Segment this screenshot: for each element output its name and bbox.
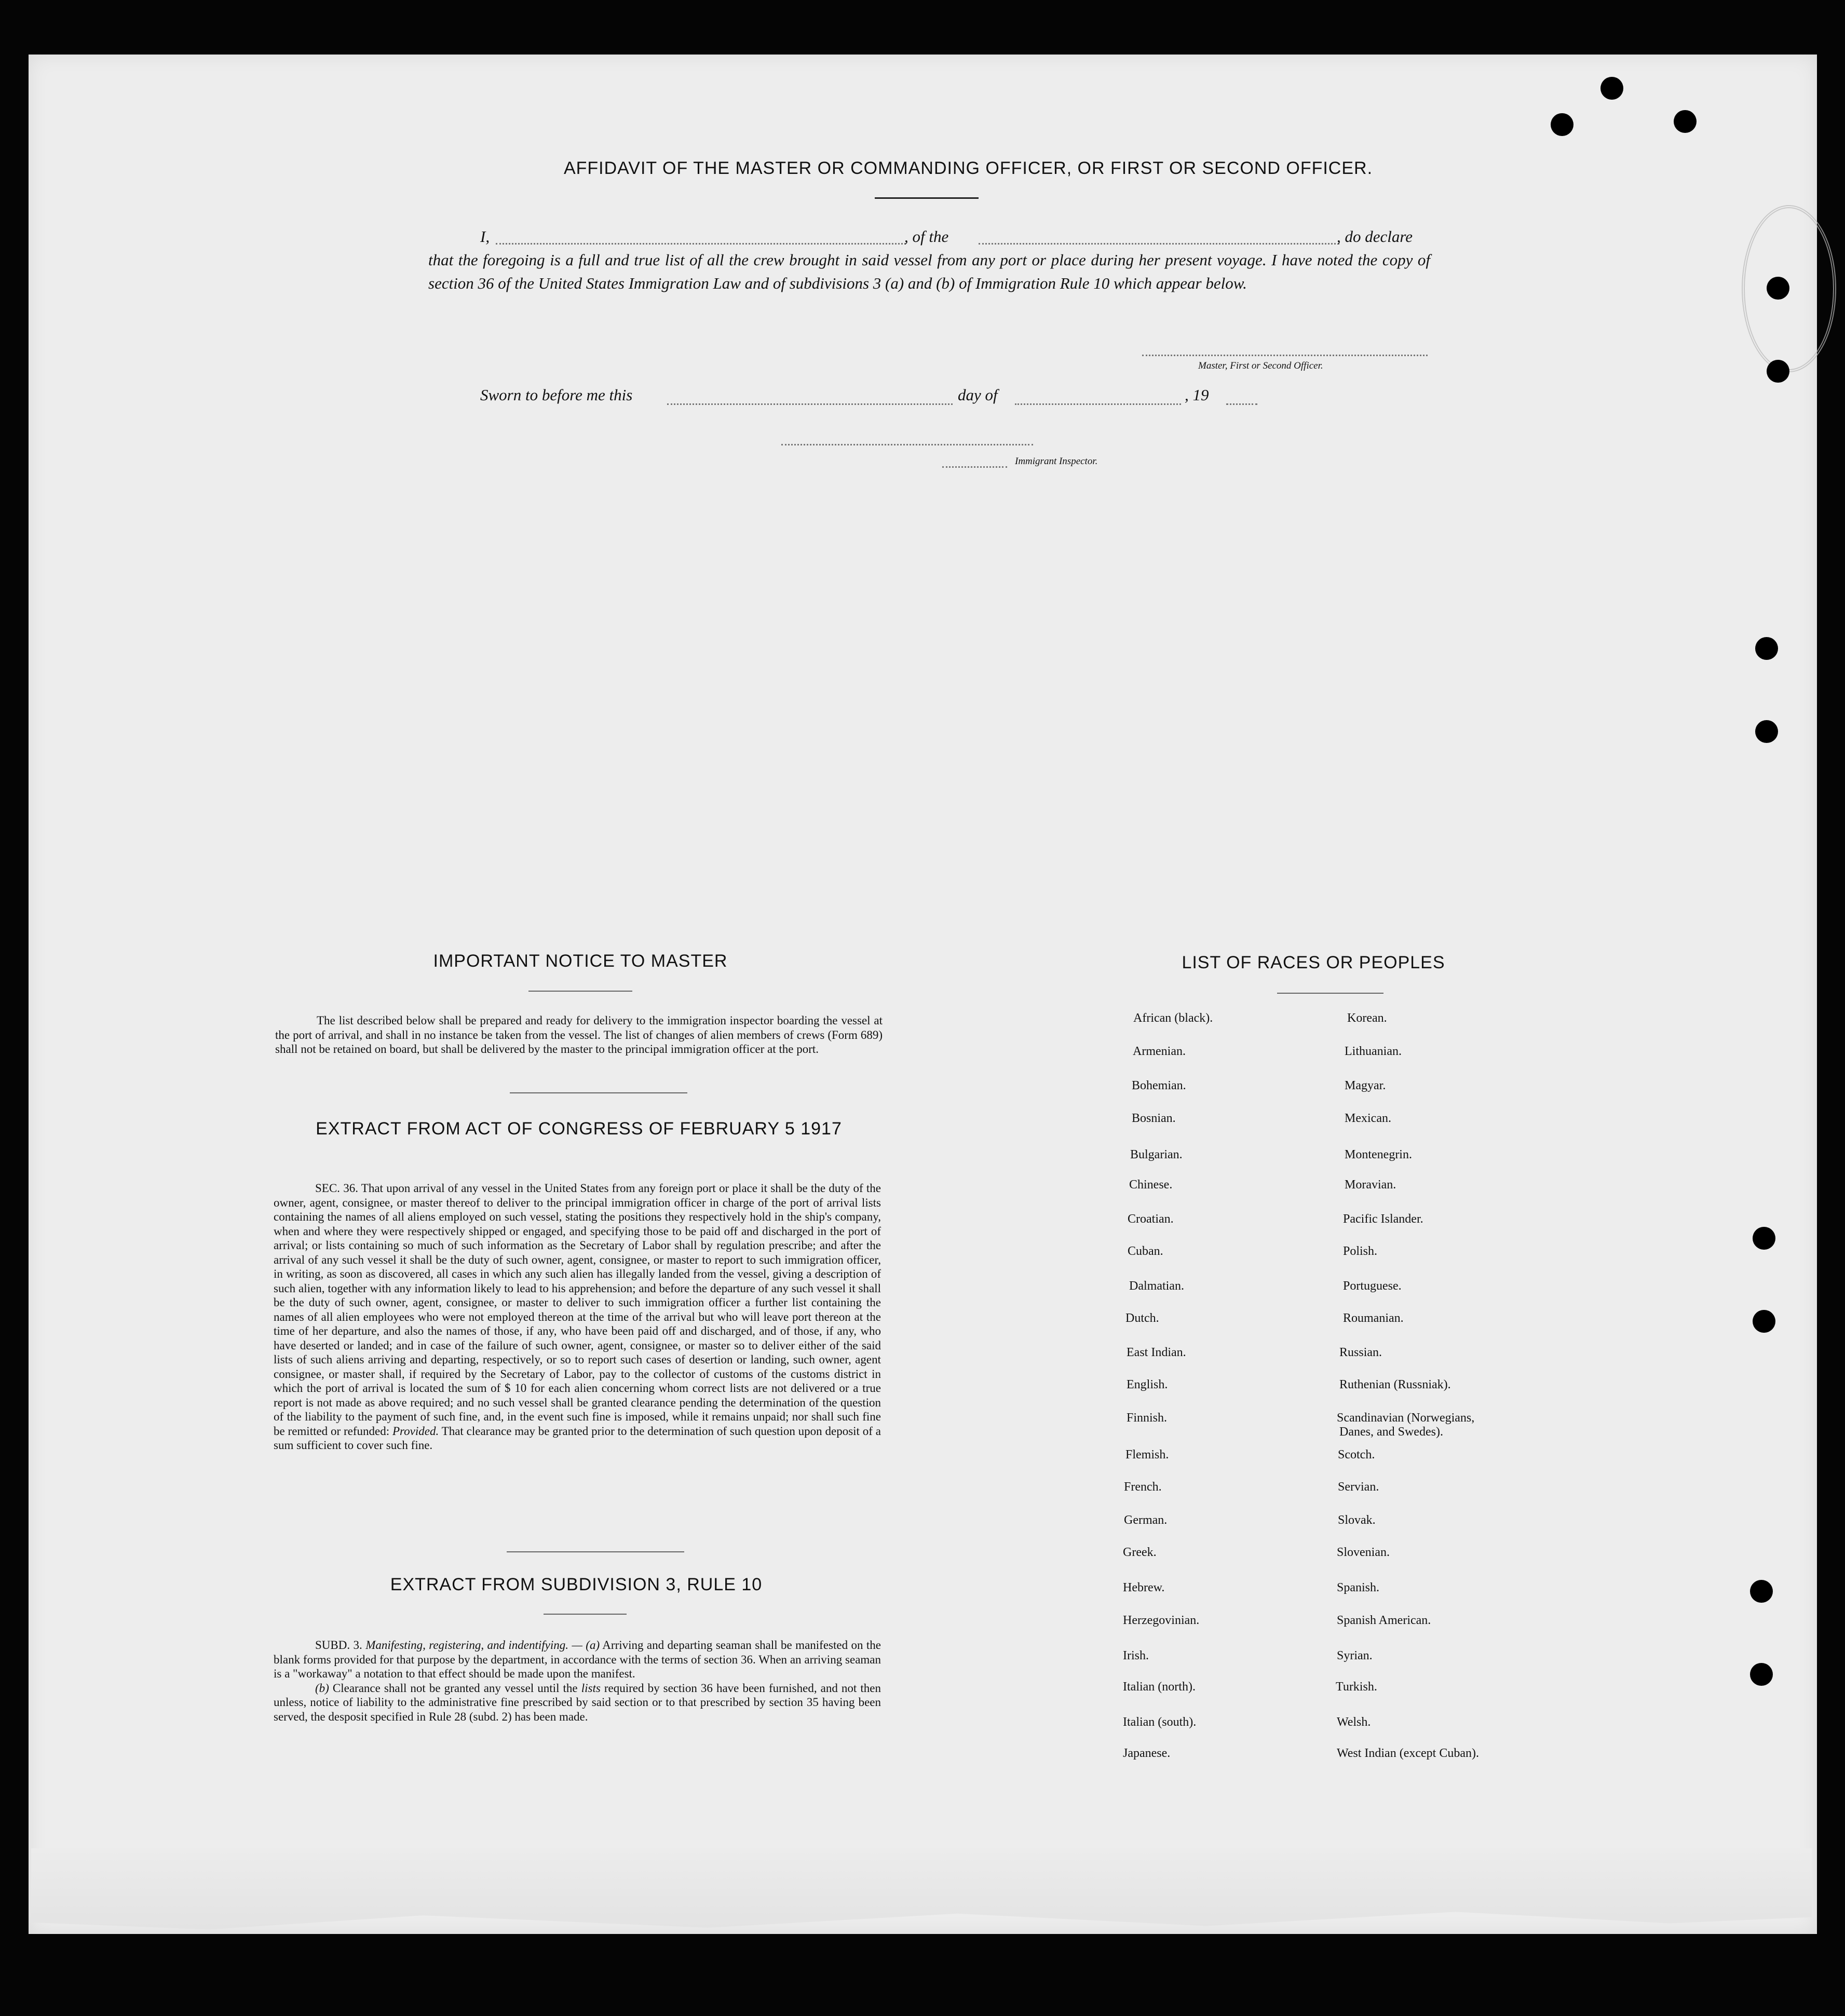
race-item-left-3: Bosnian. <box>1132 1111 1176 1125</box>
race-item-left-6: Croatian. <box>1128 1212 1174 1226</box>
inspector-signature-line[interactable] <box>781 444 1033 445</box>
race-item-right-20: Turkish. <box>1336 1680 1377 1694</box>
notice-text: The list described below shall be prepared and ready for delivery to the immigration inspector boarding the vessel at the port of arrival, and shall in no instance be taken from the vessel. The list of changes of alien members of crews (Form 689) shall not be retained on board, but shall be delivered by the master to the principal immigration officer at the port. <box>275 1014 883 1056</box>
binder-hole <box>1551 113 1573 136</box>
races-title: LIST OF RACES OR PEOPLES <box>1182 953 1445 972</box>
affidavit-do-declare-label: , do declare <box>1337 227 1413 246</box>
race-item-right-4: Montenegrin. <box>1345 1147 1412 1161</box>
sworn-day-blank[interactable] <box>667 403 953 405</box>
inspector-signature-dots <box>942 466 1007 468</box>
rule-extract-title: EXTRACT FROM SUBDIVISION 3, RULE 10 <box>390 1575 763 1594</box>
race-item-right-1: Lithuanian. <box>1345 1045 1402 1059</box>
affidavit-of-the-label: , of the <box>904 227 949 246</box>
race-item-left-4: Bulgarian. <box>1130 1147 1183 1161</box>
sworn-year-label: , 19 <box>1185 386 1209 404</box>
race-item-left-7: Cuban. <box>1128 1244 1163 1259</box>
race-item-left-16: Greek. <box>1123 1546 1157 1560</box>
vessel-blank[interactable] <box>979 243 1339 245</box>
binder-hole <box>1755 637 1778 660</box>
race-item-left-21: Italian (south). <box>1123 1715 1197 1729</box>
race-item-left-17: Hebrew. <box>1123 1581 1165 1595</box>
race-item-right-10: Russian. <box>1339 1346 1382 1359</box>
sworn-label: Sworn to before me this <box>480 386 633 404</box>
race-item-left-19: Irish. <box>1123 1648 1149 1662</box>
binder-hole <box>1755 720 1778 743</box>
race-item-left-8: Dalmatian. <box>1129 1279 1184 1293</box>
race-item-left-5: Chinese. <box>1129 1178 1173 1192</box>
binder-hole <box>1753 1310 1775 1333</box>
binder-hole <box>1600 77 1623 100</box>
rule-title-underline <box>544 1614 627 1615</box>
race-item-left-20: Italian (north). <box>1123 1680 1196 1694</box>
race-item-left-14: French. <box>1124 1480 1162 1494</box>
race-item-right-7: Polish. <box>1343 1244 1378 1259</box>
race-item-right-14: Servian. <box>1338 1480 1379 1494</box>
sworn-year-blank[interactable] <box>1226 403 1257 405</box>
race-item-left-9: Dutch. <box>1125 1311 1159 1325</box>
race-item-left-0: African (black). <box>1133 1011 1213 1025</box>
sworn-day-of-label: day of <box>958 386 998 404</box>
race-item-right-22: West Indian (except Cuban). <box>1337 1747 1479 1761</box>
race-item-left-2: Bohemian. <box>1132 1079 1186 1093</box>
binder-hole <box>1750 1580 1773 1603</box>
inspector-caption: Immigrant Inspector. <box>1015 456 1098 467</box>
notice-title: IMPORTANT NOTICE TO MASTER <box>433 951 728 971</box>
section-divider <box>507 1551 684 1552</box>
race-item-right-11: Ruthenian (Russniak). <box>1339 1378 1451 1392</box>
races-underline <box>1277 993 1383 994</box>
binder-hole <box>1750 1663 1773 1686</box>
race-item-right-6: Pacific Islander. <box>1343 1212 1423 1226</box>
race-item-left-22: Japanese. <box>1123 1747 1171 1761</box>
act-extract-text: SEC. 36. That upon arrival of any vessel in the United States from any foreign port or place it shall be the duty of the owner, agent, consignee, or master thereof to deliver to the principal immigration officer in charge of the port of arrival lists containing the names of all aliens employed on such vessel, stating the positions they respectively hold in the ship's company, when and where they were respectively shipped or engaged, and specifying those to be paid off and discharged in the port of arrival; or lists containing so much of such information as the Secretary of Labor shall by regulation prescribe; and after the arrival of any such vessel it shall be the duty of such owner, agent, consignee, or master to report to such immigration officer, in writing, as soon as discovered, all cases in which any such alien has illegally landed from the vessel, giving a description of such alien, together with any information likely to lead to his apprehension; and before the departure of any such vessel it shall be the duty of such owner, agent, consignee, or master to deliver to such immigration officer a further list containing the names of all alien employees who were not employed thereon at the time of the arrival but who will leave port thereon at the time of her departure, and also the names of those, if any, who have been paid off and discharged, and of those, if any, who have deserted or landed; and in case of the failure of such owner, agent, consignee, or master so to deliver either of the said lists of such aliens arriving and departing, respectively, or so to report such cases of desertion or landing, such owner, agent consignee, or master shall, if required by the Secretary of Labor, pay to the collector of customs of the customs district in which the port of arrival is located the sum of $ 10 for each alien concerning whom correct lists are not delivered or a true report is not made as above required; and no such vessel shall be granted clearance pending the determination of the question of the liability to the payment of such fine, and, in the event such fine is imposed, while it remains unpaid; nor shall such fine be remitted or refunded: Provided. That clearance may be granted prior to the determination of such question upon deposit of a sum sufficient to cover such fine. <box>274 1182 881 1452</box>
notice-underline <box>528 991 632 992</box>
race-item-scandinavian-cont: Danes, and Swedes). <box>1339 1425 1443 1439</box>
race-item-left-1: Armenian. <box>1133 1045 1186 1059</box>
act-extract-title: EXTRACT FROM ACT OF CONGRESS OF FEBRUARY 5 1917 <box>316 1119 842 1139</box>
race-item-right-5: Moravian. <box>1345 1178 1396 1192</box>
race-item-left-13: Flemish. <box>1125 1447 1169 1462</box>
race-item-right-0: Korean. <box>1347 1011 1387 1025</box>
race-item-right-18: Spanish American. <box>1337 1613 1431 1627</box>
officer-signature-caption: Master, First or Second Officer. <box>1198 360 1323 371</box>
race-item-left-18: Herzegovinian. <box>1123 1613 1200 1627</box>
officer-signature-line[interactable] <box>1142 355 1428 356</box>
race-item-right-21: Welsh. <box>1337 1715 1371 1729</box>
rule-extract-text: SUBD. 3. Manifesting, registering, and indentifying. — (a) Arriving and departing seaman shall be manifested on the blank forms provided for that purpose by the department, in accordance with the terms of section 36. When an arriving seaman is a "workaway" a notation to that effect should be made upon the manifest. (b) Clearance shall not be granted any vessel until the lists required by section 36 have been furnished, and not then unless, notice of liability to the administrative fine prescribed by said section or to that prescribed by section 35 having been served, the desposit specified in Rule 28 (subd. 2) has been made. <box>274 1639 881 1723</box>
race-item-right-13: Scotch. <box>1338 1447 1375 1462</box>
race-item-left-10: East Indian. <box>1127 1346 1186 1359</box>
name-blank[interactable] <box>496 243 906 245</box>
race-item-right-2: Magyar. <box>1345 1079 1386 1093</box>
race-item-right-9: Roumanian. <box>1343 1311 1404 1325</box>
sworn-month-blank[interactable] <box>1015 403 1181 405</box>
binder-hole <box>1767 360 1789 383</box>
binder-hole <box>1753 1227 1775 1250</box>
race-item-left-15: German. <box>1124 1513 1168 1527</box>
title-underline <box>875 197 979 199</box>
affidavit-title: AFFIDAVIT OF THE MASTER OR COMMANDING OFFICER, OR FIRST OR SECOND OFFICER. <box>563 158 1373 178</box>
race-item-left-11: English. <box>1127 1378 1168 1392</box>
affidavit-paragraph: that the foregoing is a full and true list of all the crew brought in said vessel from any port or place during her present voyage. I have noted the copy of section 36 of the United States Immigration Law and of subdivisions 3 (a) and (b) of Immigration Rule 10 which appear below. <box>428 251 1430 292</box>
section-divider <box>510 1092 687 1093</box>
race-item-right-19: Syrian. <box>1337 1648 1373 1662</box>
binder-hole <box>1674 110 1697 133</box>
race-item-right-17: Spanish. <box>1337 1581 1380 1595</box>
affidavit-i-label: I, <box>480 227 490 246</box>
race-item-left-12: Finnish. <box>1127 1411 1168 1425</box>
race-item-right-15: Slovak. <box>1338 1513 1376 1527</box>
race-item-right-8: Portuguese. <box>1343 1279 1402 1293</box>
binder-hole <box>1767 277 1789 300</box>
race-item-right-16: Slovenian. <box>1337 1546 1390 1560</box>
race-item-right-3: Mexican. <box>1345 1111 1391 1125</box>
race-item-right-12: Scandinavian (Norwegians, <box>1337 1411 1475 1425</box>
